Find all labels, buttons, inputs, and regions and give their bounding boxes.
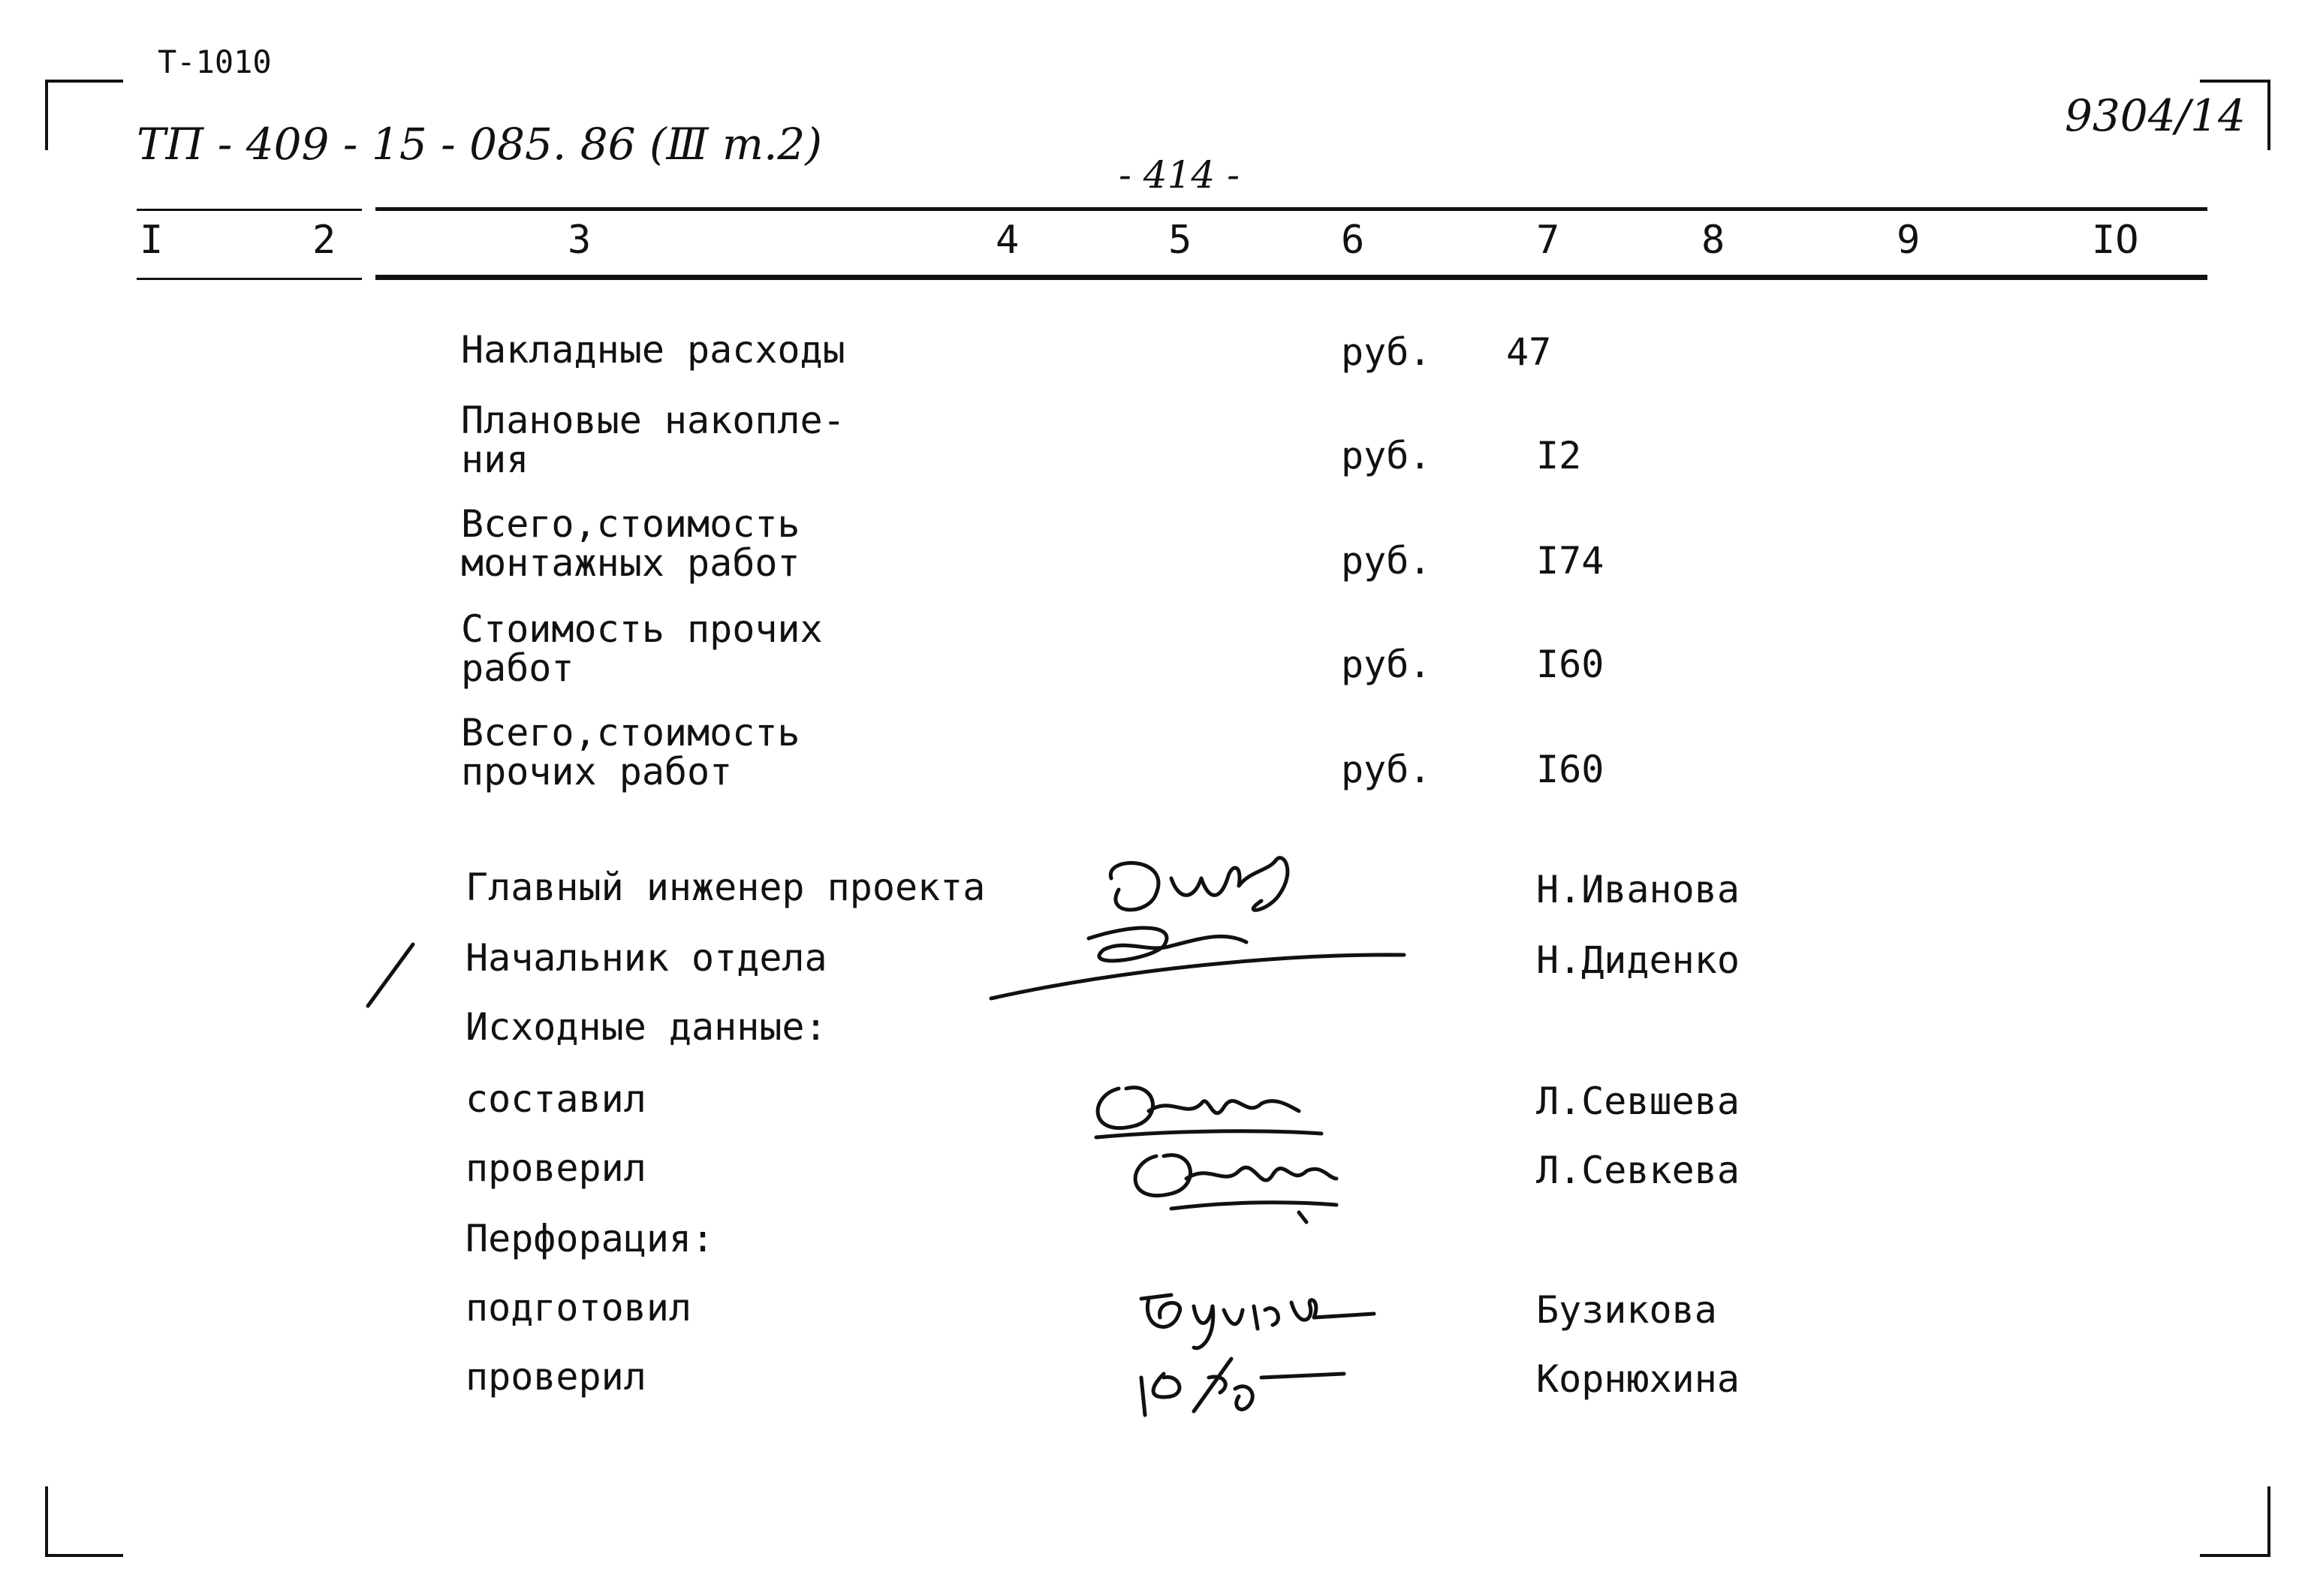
signature-checked-by — [1111, 1134, 1351, 1224]
signature-role: проверил — [466, 1146, 646, 1190]
cost-row-unit: руб. — [1341, 539, 1432, 583]
header-rule-top — [375, 207, 2207, 211]
signature-department-head — [976, 908, 1412, 1006]
column-number: I — [140, 218, 164, 263]
corner-bottom-left — [45, 1486, 123, 1557]
column-number: 2 — [312, 218, 336, 263]
cost-row-value: I60 — [1536, 748, 1604, 791]
page-number: - 414 - — [1119, 153, 1240, 197]
column-number: 5 — [1168, 218, 1192, 263]
header-rule-bottom-left — [137, 278, 362, 280]
cost-row-label: Накладные расходы — [461, 328, 845, 372]
cost-row-value: I60 — [1536, 643, 1604, 686]
signature-name: Бузикова — [1536, 1288, 1717, 1332]
signature-role: составил — [466, 1077, 646, 1121]
column-number: 7 — [1536, 218, 1560, 263]
column-number: 8 — [1701, 218, 1725, 263]
signature-role: Главный инженер проекта — [466, 866, 986, 909]
column-number: 9 — [1897, 218, 1921, 263]
project-code: ТП - 409 - 15 - 085. 86 (Ⅲ т.2) — [137, 119, 822, 170]
cost-row-value: I2 — [1536, 434, 1582, 477]
signature-name: Л.Севшева — [1536, 1080, 1740, 1123]
column-number: 4 — [996, 218, 1020, 263]
signature-role: подготовил — [466, 1286, 692, 1329]
cost-row-unit: руб. — [1341, 643, 1432, 686]
sheet-number: 9304/14 — [2065, 90, 2246, 141]
corner-top-left — [45, 80, 123, 150]
cost-row-label: Стоимость прочих работ — [461, 607, 823, 690]
corner-bottom-right — [2200, 1486, 2270, 1557]
signature-section-heading: Перфорация: — [466, 1217, 715, 1260]
signature-name: Н.Иванова — [1536, 868, 1740, 911]
cost-row-unit: руб. — [1341, 748, 1432, 791]
form-code: Т-1010 — [158, 44, 272, 80]
column-number: 3 — [568, 218, 592, 263]
signature-role: Начальник отдела — [466, 936, 827, 980]
signature-role: проверил — [466, 1355, 646, 1399]
margin-check-mark — [360, 938, 420, 1013]
header-rule-bottom — [375, 275, 2207, 280]
cost-row-unit: руб. — [1341, 434, 1432, 477]
cost-row-label: Всего,стоимость монтажных работ — [461, 502, 800, 585]
signature-section-heading: Исходные данные: — [466, 1005, 827, 1049]
signature-name: Н.Диденко — [1536, 938, 1740, 982]
signature-perforation-checked-by — [1119, 1344, 1366, 1434]
cost-row-unit: руб. — [1341, 330, 1432, 374]
signature-name: Корнюхина — [1536, 1357, 1740, 1401]
header-rule-top-left — [137, 209, 362, 211]
column-number: 6 — [1341, 218, 1365, 263]
cost-row-value: I74 — [1536, 539, 1604, 583]
cost-row-label: Плановые накопле- ния — [461, 399, 845, 481]
signature-name: Л.Севкева — [1536, 1149, 1740, 1192]
cost-row-value: 47 — [1506, 330, 1552, 374]
column-number: IO — [2092, 218, 2139, 263]
cost-row-label: Всего,стоимость прочих работ — [461, 711, 800, 793]
